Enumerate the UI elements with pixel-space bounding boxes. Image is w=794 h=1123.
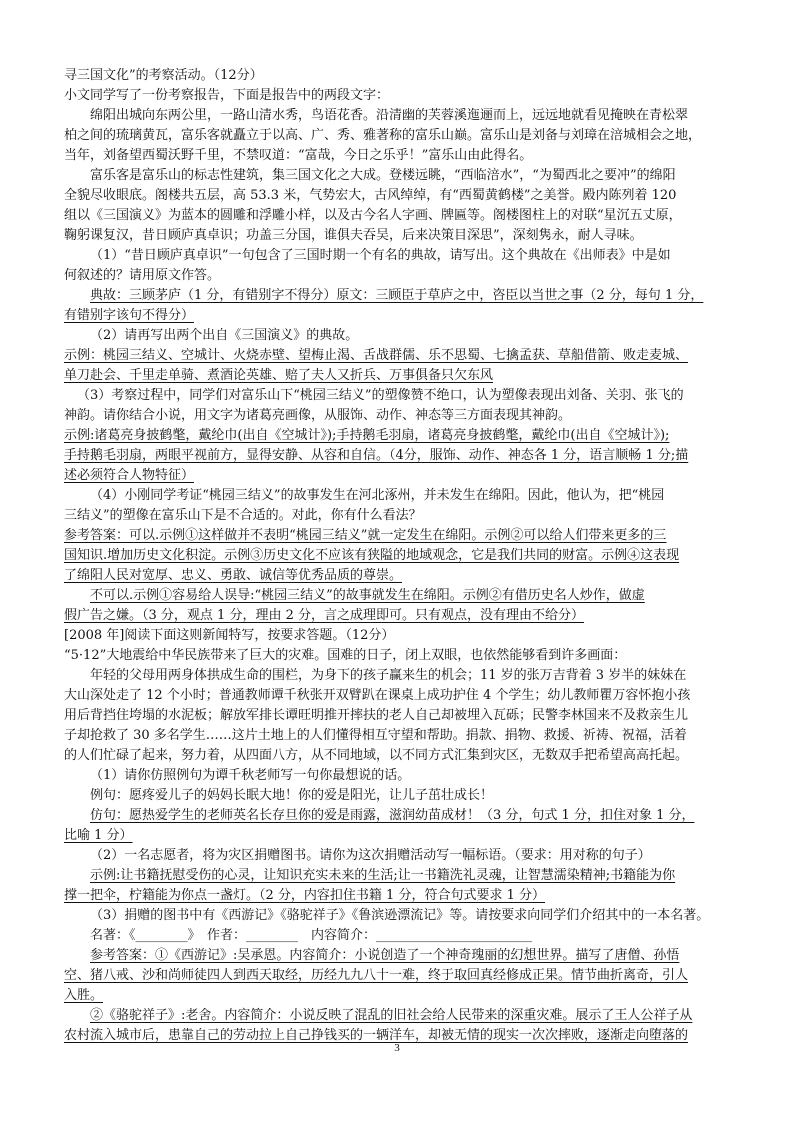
text-line: （1）“昔日顾庐真卓识”一句包含了三国时期一个有名的典故，请写出。这个典故在《出师表》中是如 [90,248,671,263]
text-line: 参考答案：①《西游记》:吴承恩。内容简介：小说创造了一个神奇瑰丽的幻想世界。描写了唐僧、孙悟 [90,948,680,963]
text-line: 示例:让书籍抚慰受伤的心灵，让知识充实未来的生活;让一书籍洗礼灵魂，让智慧濡染精神;书籍能为你 [90,868,676,883]
text-line: 年轻的父母用两身体拱成生命的围栏，为身下的孩子赢来生的机会；11 岁的张万吉背着 3 岁半的妹妹在 [90,668,687,683]
text-line: 鞠躬课复汉，昔日顾庐真卓识；功盖三分国，谁俱夫吞吴，后来决策目深思”，深刻隽永，耐人寻味。 [64,228,643,243]
text-line: 空、猪八戒、沙和尚师徒四人到西天取经，历经九九八十一难，终于取回真经修成正果。情节曲折离奇，引人 [64,968,689,983]
text-line: （4）小刚同学考证“桃园三结义”的故事发生在河北涿州，并未发生在绵阳。因此，他认为，把“桃园 [90,488,665,503]
text-line: 组以《三国演义》为蓝本的圆雕和浮雕小样，以及古今名人字画、牌匾等。阁楼图柱上的对联“星沉五丈原， [64,208,682,223]
text-line: 名著：《________》 作者：________ 内容简介：________________________ [90,928,533,943]
text-line: 比喻 1 分） [64,828,133,843]
text-line: （2）一名志愿者，将为灾区捐赠图书。请你为这次捐赠活动写一幅标语。（要求：用对称的句子） [90,848,651,863]
text-line: 富乐客是富乐山的标志性建筑，集三国文化之大成。登楼远眺，“西临涪水”，“为蜀西北之要冲”的绵阳 [90,168,676,183]
text-line: 小文同学写了一份考察报告，下面是报告中的两段文字： [64,88,390,103]
text-line: [2008 年]阅读下面这则新闻特写，按要求答题。（12分） [64,628,395,643]
text-line: 例句：愿疼爱儿子的妈妈长眠大地！你的爱是阳光，让儿子茁壮成长！ [90,788,494,803]
text-line: （1）请你仿照例句为谭千秋老师写一句你最想说的话。 [90,768,411,783]
text-line: 示例:诸葛亮身披鹤氅，戴纶巾(出自《空城计》);手持鹅毛羽扇，诸葛亮身披鹤氅，戴纶巾(出自《空城计》); [64,428,670,443]
text-line: “5·12”大地震给中华民族带来了巨大的灾难。国难的日子，闭上双眼，也依然能够看到许多画面： [64,648,627,663]
text-line: 入胜。 [64,988,104,1003]
text-line: 寻三国文化”的考察活动。（12分） [64,68,263,83]
text-line: 当年，刘备望西蜀沃野千里，不禁叹道：“富哉，今日之乐乎！”富乐山由此得名。 [64,148,533,163]
text-line: 典故：三顾茅庐（1 分，有错别字不得分）原文：三顾臣于草庐之中，咨臣以当世之事（2 分，每句 1 分， [90,288,704,303]
text-line: 不可以.示例①容易给人误导:“桃园三结义”的故事就发生在绵阳。示例②有借历史名人炒作，做虚 [90,588,645,603]
text-line: 何叙述的？请用原文作答。 [64,268,221,283]
text-line: 仿句：愿热爱学生的老师英名长存旦你的爱是雨露，滋润幼苗成材！（3 分，句式 1 分，扣住对象 1 分， [90,808,695,823]
text-line: （3）考察过程中，同学们对富乐山下“桃园三结义”的塑像赞不绝口，认为塑像表现出刘备、关羽、张飞的 [77,388,684,403]
text-line: 三结义”的塑像在富乐山下是不合适的。对此，你有什么看法？ [64,508,422,523]
text-line: 了绵阳人民对宽厚、忠义、勇敢、诚信等优秀品质的尊崇。 [64,568,403,583]
text-line: 全貌尽收眼底。阁楼共五层，高 53.3 米，气势宏大，古风绰绰，有“西蜀黄鹤楼”之美誉。殿内陈列着 120 [64,188,677,203]
page-number: 3 [394,1042,400,1054]
text-line: 单刀赴会、千里走单骑、煮酒论英雄、赔了夫人又折兵、万事俱备只欠东风 [64,368,494,383]
text-line: 神韵。请你结合小说，用文字为诸葛亮画像，从服饰、动作、神态等三方面表现其神韵。 [64,408,572,423]
text-line: 大山深处走了 12 个小时；普通教师谭千秋张开双臂趴在课桌上成功护住 4 个学生；幼儿教师瞿万容怀抱小孩 [64,688,691,703]
document-body [64,66,736,1046]
text-line: 用后背挡住垮塌的水泥板；解放军排长谭旺明推开摔扶的老人自己却被埋入瓦砾；民警李林国来不及救亲生儿 [64,708,689,723]
text-line: 农村流入城市后，患靠自己的劳动拉上自己挣钱买的一辆洋车，却被无情的现实一次次摔败，逐渐走向堕落的 [64,1028,689,1043]
text-line: 假广告之嫌。（3 分，观点 1 分，理由 2 分，言之成理即可。只有观点，没有理由不给分） [64,608,584,623]
text-line: 撑一把伞，柠籍能为你点一盏灯。（2 分，内容扣住书籍 1 分，符合句式要求 1 分） [64,888,545,903]
text-line: （3）捐赠的图书中有《西游记》《骆驼祥子》《鲁滨逊漂流记》等。请按要求向同学们介绍其中的一本名著。 [90,908,710,923]
text-line: 柏之间的琉璃黄瓦，富乐客就矗立于以高、广、秀、雅著称的富乐山巅。富乐山是刘备与刘璋在涪城相会之地， [64,128,702,143]
text-line: 示例：桃园三结义、空城计、火烧赤壁、望梅止渴、舌战群儒、乐不思蜀、七擒孟获、草船借箭、败走麦城、 [64,348,689,363]
text-line: 绵阳出城向东两公里，一路山清水秀，鸟语花香。沿清幽的芙蓉溪迤逦而上，远远地就看见掩映在青松翠 [90,108,689,123]
text-line: 国知识.增加历史文化积淀。示例③历史文化不应该有狭隘的地域观念，它是我们共同的财富。示例④这表现 [64,548,680,563]
text-line: 的人们忙碌了起来，努力着，从四面八方，从不同地域，以不同方式汇集到灾区，无数双手把希望高高托起。 [64,748,689,763]
text-line: ②《骆驼祥子》:老舍。内容简介：小说反映了混乱的旧社会给人民带来的深重灾难。展示了王人公祥子从 [90,1008,693,1023]
text-line: 有错别字该句不得分） [64,308,195,323]
text-line: 手持鹅毛羽扇，两眼平视前方，显得安静、从容和自信。（4分，服饰、动作、神态各 1 分，语言顺畅 1 分;描 [64,448,689,463]
text-line: 子却抢救了 30 多名学生……这片土地上的人们懂得相互守望和帮助。捐款、捐物、救援、祈祷、祝福，活着 [64,728,687,743]
text-line: 述必须符合人物特征） [64,468,195,483]
text-line: 参考答案：可以.示例①这样做并不表明“桃园三结义”就一定发生在绵阳。示例②可以给人们带来更多的三 [64,528,667,543]
text-line: （2）请再写出两个出自《三国演义》的典故。 [90,328,359,343]
